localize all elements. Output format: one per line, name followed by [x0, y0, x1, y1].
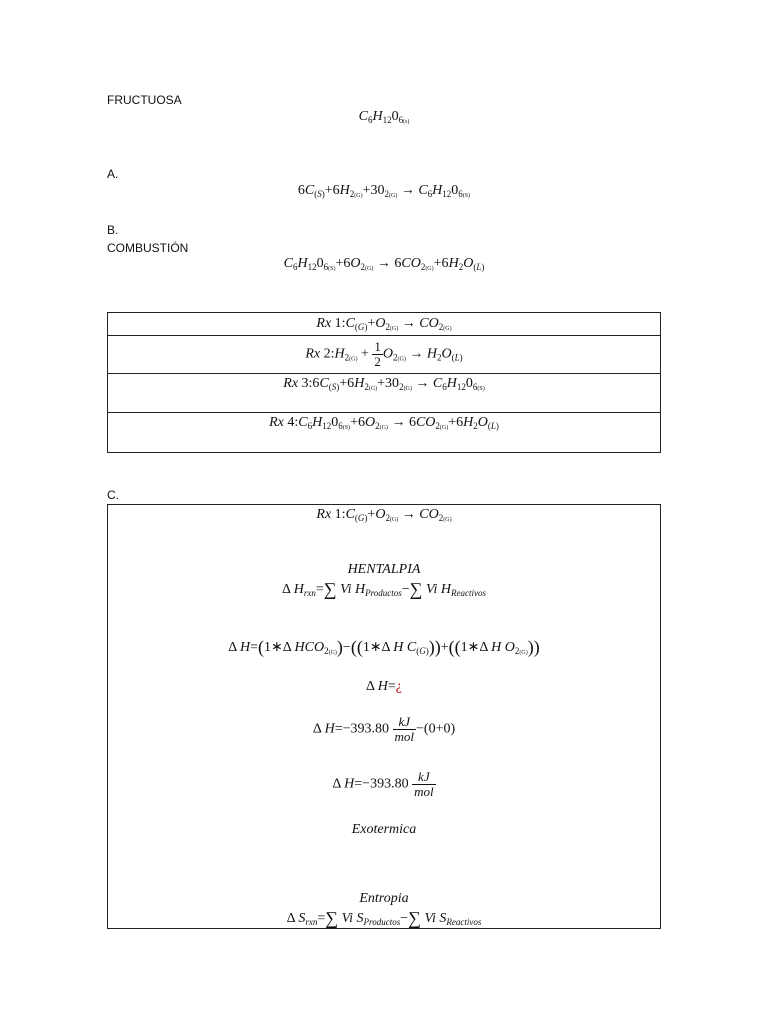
- enthalpy-formula: Δ $H_{rxn}=\sum$ Vi $H_{Productos}-\sum$ Vi $H_{Reactivos}$: [281, 579, 487, 599]
- result-unit-numerator: kJ: [418, 769, 430, 784]
- fructose-formula: $C_6H_{12}0_{6(s)}$: [358, 109, 410, 125]
- formation-equation: $6C_{(S)}+6H_{2(G)}+30_{2(G)} \to C_6H_{12}0_{6(S)}$: [297, 183, 471, 199]
- rx1-equation: Rx $1:C_{(G)}+O_{2(G)} \to CO_{2(G)}$: [316, 316, 452, 332]
- result-number: −393.80: [362, 776, 409, 792]
- reaction-table: [107, 312, 661, 453]
- unit-numerator: kJ: [398, 714, 411, 729]
- rx3-equation: Rx $3:6C_{(S)}+6H_{2(G)}+30_{2(G)} \to C_6H_{12}0_{6(S)}$: [283, 376, 485, 392]
- result-unit-denominator: mol: [414, 783, 434, 799]
- label-combustion: COMBUSTIÓN: [107, 241, 189, 255]
- enthalpy-expanded: Δ H=(1∗Δ $HCO_{2(G)})-((1∗\Delta$ H $C_{(G)}))+((1∗\Delta$ H $O_{2(G)}$)): [228, 637, 540, 657]
- section-c-reaction: Rx $1:C_{(G)}+O_{2(G)} \to CO_{2(G)}$: [316, 507, 452, 523]
- rx2-equation: Rx $2:H_{2(G)}$ + $\frac{1}{2}$ $O_{2(G)} \to H_2O_{(L)}$: [305, 339, 463, 369]
- table-row: [108, 313, 660, 336]
- label-b: B.: [107, 223, 119, 237]
- enthalpy-result: Δ H=−393.80 $\frac{kJ}{\text{mol}}$: [332, 769, 434, 799]
- rx4-equation: Rx $4:C_6H_{12}0_{6(S)}+6O_{2(G)} \to 6CO_{2(G)}+6H_2O_{(L)}$: [269, 415, 499, 431]
- classification: Exotermica: [351, 822, 417, 837]
- entropy-formula: Δ $S_{rxn}=\sum$ Vi $S_{Productos}-\sum$ Vi $S_{Reactivos}$: [286, 908, 482, 928]
- entropy-heading: Entropia: [359, 891, 409, 906]
- section-c-box: [107, 504, 661, 929]
- label-a: A.: [107, 167, 119, 181]
- enthalpy-broken: Δ H=¿: [366, 679, 402, 694]
- enthalpy-number: −393.80: [342, 721, 390, 737]
- unit-denominator: mol: [394, 728, 415, 744]
- label-c: C.: [107, 488, 119, 502]
- table-row: [108, 374, 660, 413]
- label-fructosa: FRUCTUOSA: [107, 93, 182, 107]
- zero-sum: (0+0): [423, 721, 456, 737]
- table-row: [108, 336, 660, 374]
- inverted-question-mark: ¿: [395, 679, 402, 694]
- table-row: [108, 413, 660, 452]
- enthalpy-value-step: Δ H=−393.80 $\frac{kJ}{\text{mol}}$ −(0+0): [312, 714, 456, 744]
- combustion-equation: $C_6H_{12}0_{6(S)}+6O_{2(G)} \to 6CO_{2(G)}+6H_2O_{(L)}$: [283, 256, 485, 272]
- enthalpy-heading: HENTALPIA: [347, 562, 421, 577]
